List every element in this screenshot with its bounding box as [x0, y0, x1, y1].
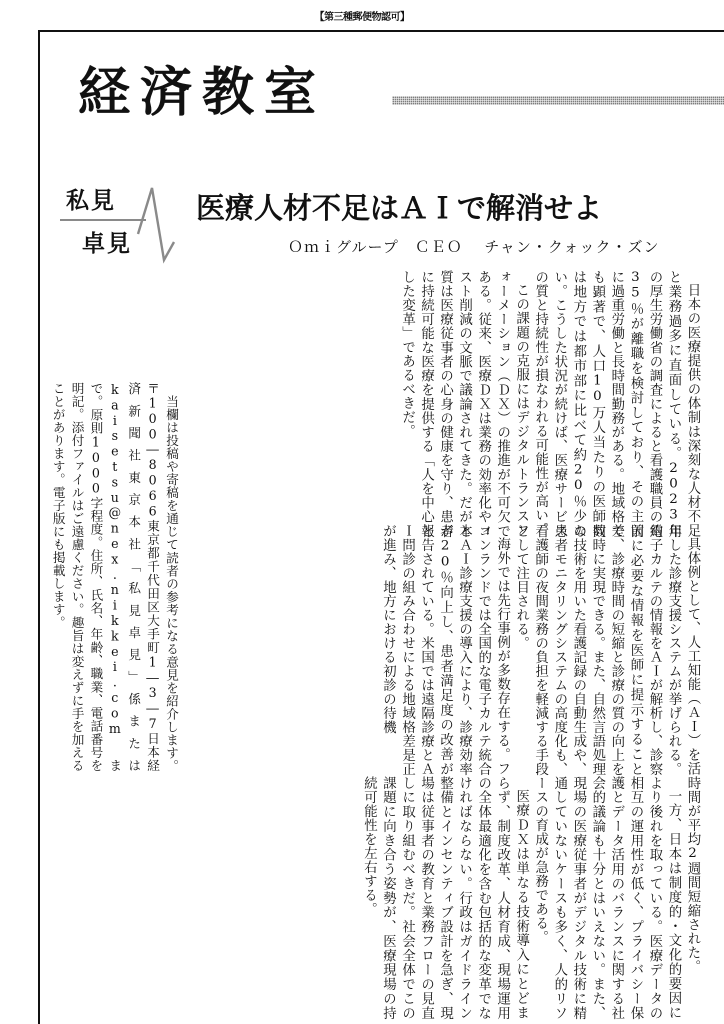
article-byline	[288, 236, 659, 257]
column-logo-line1: 私見	[66, 187, 116, 214]
pulse-zigzag-icon	[136, 182, 178, 266]
article-headline: 医療人材不足はＡＩで解消せよ	[196, 191, 603, 225]
paragraph: 時間が平均2週間短縮された。	[685, 776, 700, 974]
paragraph: 一方、日本は制度的・文化的要因により後れを取っている。医療データの相互の運用性が低く、プライバシー保護とデータ活用のバランスに関する社会的議論も十分とはいえない。また、現場の医療従事者がデジタル技術に精通していないケースも多く、人的リソースの育成が急務である。	[532, 776, 681, 1020]
masthead-gray-rule	[392, 96, 724, 105]
column-logo-line2: 卓見	[82, 230, 132, 257]
paragraph: 日本の医療提供の体制は深刻な人材不足と業務過多に直面している。2023年の厚生労働省の調査によると看護職員の約35％が離職を検討しており、その主因に過重労働と長時間勤務がある。地域格差も顕著で、人口10万人当たりの医師数は地方では都市部に比べて約20％少ない。こうした状況が続けば、医療サービスの質と持続性が損なわれる可能性が高い。	[532, 270, 700, 538]
byline-author-name: チャン・クォック・ズン	[484, 238, 660, 256]
page-frame-left-rule	[38, 30, 40, 1024]
column-logo-rule	[60, 219, 146, 221]
notice-text: 当欄は投稿や寄稿を通じて読者の参考になる意見を紹介します。〒100―8066東京都千代田区大手町1―3―7日本経済新聞社東京本社「私見卓見」係またはkaisetsu@nex.nikkei.comまで。原則1000字程度。住所、氏名、年齢、職業、電話番号を明記。添付ファイルはご遠慮ください。趣旨は変えずに手を加えることがあります。電子版にも掲載します。	[50, 382, 179, 772]
masthead	[78, 58, 378, 128]
paragraph: この課題の克服にはデジタルトランスフォーメーション（ＤＸ）の推進が不可欠である。従来、医療ＤＸは業務の効率化やコスト削減の文脈で議論されてきた。だが本質は医療従事者の心身の健康を守り、患者に持続可能な医療を提供する「人を中心とした変革」であるべきだ。	[399, 270, 529, 538]
masthead-title: 経済教室	[78, 62, 327, 123]
byline-organization: Ｏｍｉグループ ＣＥＯ	[288, 238, 463, 256]
article-body-block-3	[188, 776, 702, 1020]
editorial-submission-notice	[50, 382, 180, 772]
page-frame-top-rule	[38, 30, 724, 32]
paragraph: 具体例として、人工知能（ＡＩ）を活用した診療支援システムが挙げられる。電子カルテの情報をＡＩが解析し、診察前に必要な情報を医師に提示することで、診療時間の短縮と診療の質の向上を同時に実現できる。また、自然言語処理の技術を用いた看護記録の自動生成や、患者モニタリングシステムの高度化も、看護師の夜間業務の負担を軽減する手段として注目される。	[513, 524, 700, 776]
paragraph: 医療ＤＸは単なる技術導入にとどまらず、制度改革、人材育成、現場運用の全体最適化を含む包括的な変革でなければならない。行政はガイドライン整備とインセンティブ設計を急ぎ、現場は従事者の教育と業務フローの見直しに取り組むべきだ。社会全体でこの課題に向き合う姿勢が、医療現場の持続可能性を左右する。	[361, 776, 529, 1020]
postal-approval-mark: 【第三種郵便物認可】	[314, 12, 410, 23]
paragraph: 海外では先行事例が多数存在する。フィンランドでは全国的な電子カルテ統合とＡＩ診療支援の導入により、診療効率が20％向上し、患者満足度の改善が報告されている。米国では遠隔診療とＡＩ問診の組み合わせによる地域格差是正が進み、地方における初診の待機	[380, 524, 510, 776]
column-logo	[58, 182, 178, 266]
